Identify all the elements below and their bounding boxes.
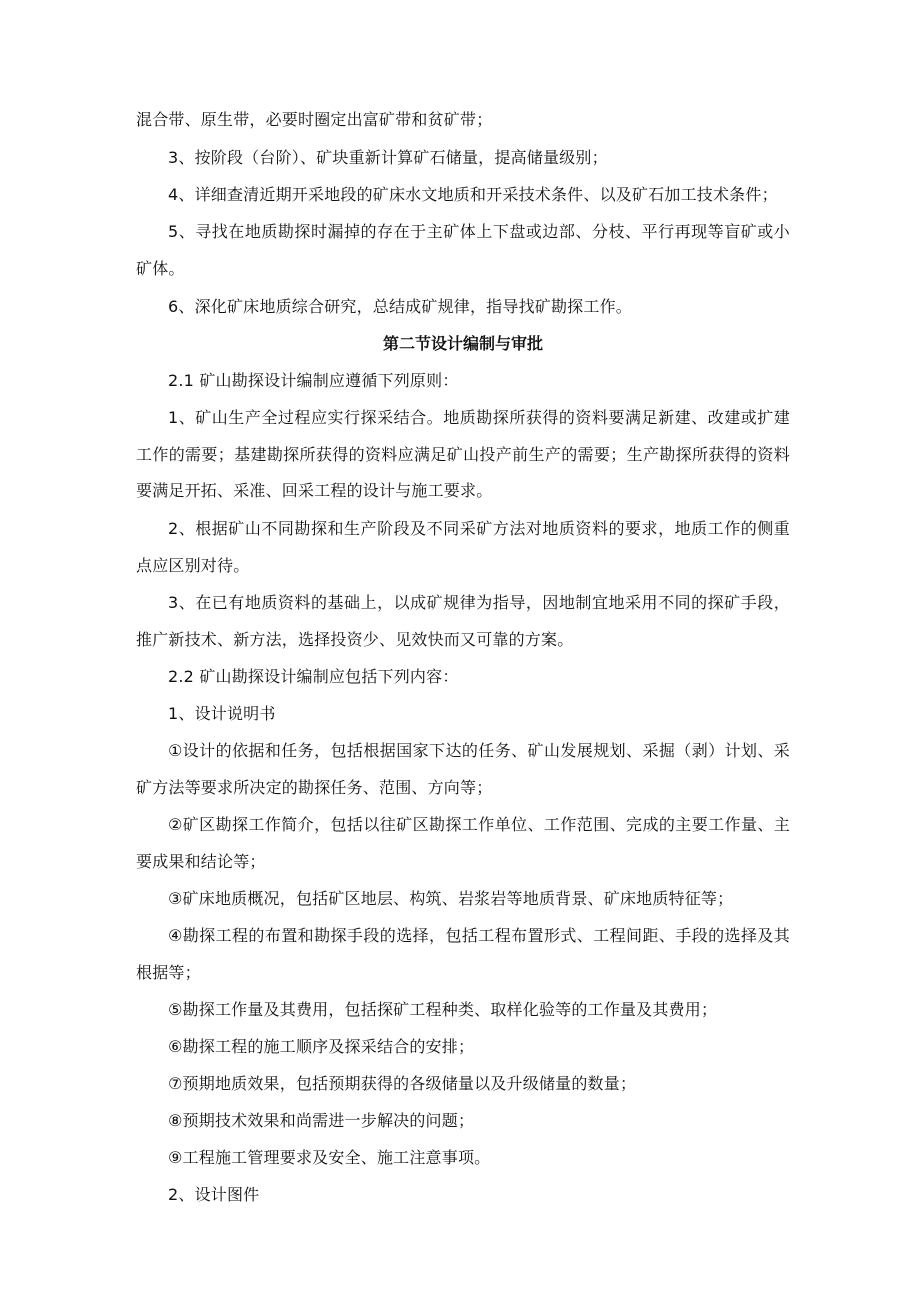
section-heading: 第二节设计编制与审批 [382, 334, 543, 353]
content-sub-7: ⑦预期地质效果，包括预期获得的各级储量以及升级储量的数量； [168, 1074, 637, 1093]
content-sub-6: ⑥勘探工程的施工顺序及探采结合的安排； [168, 1037, 475, 1056]
paragraph-item-3: 3、按阶段（台阶）、矿块重新计算矿石储量，提高储量级别； [168, 148, 608, 167]
content-item-1: 1、设计说明书 [168, 704, 276, 723]
subsection-2-1: 2.1 矿山勘探设计编制应遵循下列原则： [168, 371, 459, 390]
principle-2: 2、根据矿山不同勘探和生产阶段及不同采矿方法对地质资料的要求，地质工作的侧重点应区别对待。 [136, 519, 790, 575]
content-sub-8: ⑧预期技术效果和尚需进一步解决的问题； [168, 1111, 475, 1130]
content-sub-5: ⑤勘探工作量及其费用，包括探矿工程种类、取样化验等的工作量及其费用； [168, 1000, 718, 1019]
principle-3: 3、在已有地质资料的基础上，以成矿规律为指导，因地制宜地采用不同的探矿手段，推广新技术、新方法，选择投资少、见效快而又可靠的方案。 [136, 593, 790, 649]
content-sub-3: ③矿床地质概况，包括矿区地层、构筑、岩浆岩等地质背景、矿床地质特征等； [168, 889, 734, 908]
content-sub-1: ①设计的依据和任务，包括根据国家下达的任务、矿山发展规划、采掘（剥）计划、采矿方法等要求所决定的勘探任务、范围、方向等； [136, 741, 790, 797]
paragraph-item-4: 4、详细查清近期开采地段的矿床水文地质和开采技术条件、以及矿石加工技术条件； [168, 185, 778, 204]
principle-1: 1、矿山生产全过程应实行探采结合。地质勘探所获得的资料要满足新建、改建或扩建工作的需要；基建勘探所获得的资料应满足矿山投产前生产的需要；生产勘探所获得的资料要满足开拓、采准、回采工程的设计与施工要求。 [136, 408, 790, 500]
paragraph-item-6: 6、深化矿床地质综合研究，总结成矿规律，指导找矿勘探工作。 [168, 297, 632, 316]
content-sub-2: ②矿区勘探工作简介，包括以往矿区勘探工作单位、工作范围、完成的主要工作量、主要成果和结论等； [136, 815, 790, 871]
paragraph-item-5: 5、寻找在地质勘探时漏掉的存在于主矿体上下盘或边部、分枝、平行再现等盲矿或小矿体。 [136, 222, 790, 278]
content-sub-9: ⑨工程施工管理要求及安全、施工注意事项。 [168, 1148, 491, 1167]
paragraph-continued: 混合带、原生带，必要时圈定出富矿带和贫矿带； [136, 110, 493, 129]
subsection-2-2: 2.2 矿山勘探设计编制应包括下列内容： [168, 667, 459, 686]
content-item-2: 2、设计图件 [168, 1185, 260, 1204]
content-sub-4: ④勘探工程的布置和勘探手段的选择，包括工程布置形式、工程间距、手段的选择及其根据等； [136, 926, 790, 982]
